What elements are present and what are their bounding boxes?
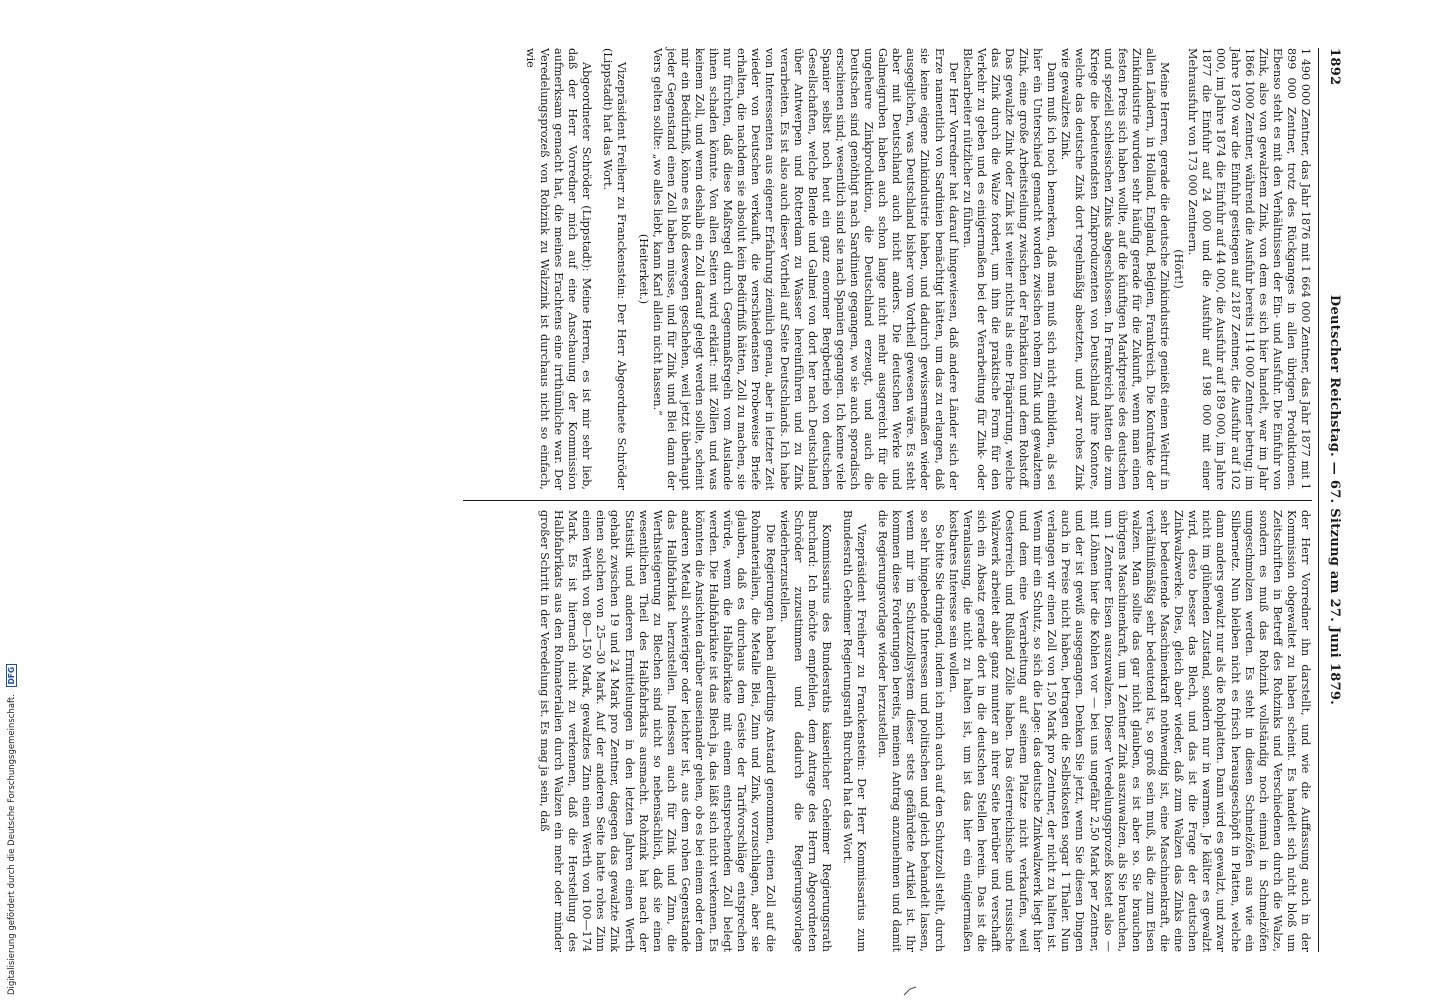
paragraph: 1 490 000 Zentner, das Jahr 1876 mit 1 664 000 Zentner, das Jahr 1877 mit 1 899 000 Zentner, trotz des Rückganges in allen übrigen Produktionen. Ebenso steht es mit den Verhältnissen der Ein- und Ausfuhr. Die Einfuhr von Zink, also von gewalztem Zink, von dem es sich hier handelt, war im Jahr 1866 1000 Zentner, während die Ausfuhr bereits 114 000 Zentner betrug; im Jahre 1870 war die Einfuhr gestiegen auf 2187 Zentner, die Ausfuhr auf 102 000, im Jahre 1874 die Einfuhr auf 44 000, die Ausfuhr auf 189 000, im Jahre 1877 die Einfuhr auf 24 000 und die Ausfuhr auf 198 000 mit einer Mehrausfuhr von 173 000 Zentnern.: [1186, 48, 1312, 490]
paragraph: Dann muß ich noch bemerken, daß man muß sich nicht einbilden, als sei hier ein Unterschied gemacht worden zwischen rohem Zink und gewalztem Zink, eine große Arbeitsteilung zwischen der Fabrikation und dem Rohstoff. Das gewalzte Zink oder Zink ist weiter nichts als eine Präparirung, welche das Zink durch die Walze fordert, um ihm die praktische Form für den Verkehr zu geben und es einigermaßen bei der Verarbeitung für Zink- oder Blecharbeiter nützlicher zu führen.: [960, 48, 1059, 490]
scanned-page: [85, 30, 1347, 970]
left-column: [523, 48, 1312, 490]
paragraph: der Herr Vorredner ihn darstellt, und wie die Auffassung auch in der Kommission obgewaltet zu haben scheint. Es handelt sich nicht bloß um Zeitschriften in Betreff des Rohzinks und Verschiedenen durch die Walze, sondern es muß das Rohzink vollständig noch einmal in Schmelzöfen umgeschmolzen werden. Es steht in diesen Schmelzöfen aus wie ein Silbernetz. Nun bleiben nicht es frisch herausgeschöpft in Platten, welche dann anders gewalzt nur als die Rohplatten. Dann wird es gewalzt, und zwar nicht im glühenden Zustand, sondern nur in warmen. Je kälter es gewalzt wird, desto besser das Blech, und das ist die Frage der deutschen Zinkwalzwerke. Dies, gleich aber wieder, daß zum Walzen das Zinks eine sehr bedeutende Maschinenkraft nothwendig ist, eine Maschinenkraft, die verhältnißmäßig sehr bedeutend ist, so groß sein muß, als die zum Eisen walzen. Man sollte das gar nicht glauben, es ist aber so. Sie brauchen übrigens Maschinenkraft, um 1 Zentner Zink auszuwalzen, als Sie brauchen, um 1 Zentner Eisen auszuwalzen. Dieser Veredelungsprozeß kostet also — mit Löhnen hier die Kohlen vor — bei uns ungefähr 2,50 Mark per Zentner, und der ist gewiß ausgegangen. Denken Sie jetzt, wenn Sie diesen Dingen auch in Preise nicht haben, betragen die Selbstkosten sogar 1 Thaler. Nun verlangen wir einen Zoll von 1,50 Mark pro Zentner, der nicht zu halten ist. Wenn mir ein Schutz, so sich die Lage: das deutsche Zinkwalzwerk liegt hier und dem eine Verarbeitung auf seinem Platze nicht verkaufen, weil Oesterreich und Rußland Zölle haben. Das österreichische und russische Walzwerk arbeitet aber ganz munter an ihrer Seite herüber und verschafft sich ein Absatz gerade dort in die deutschen Stellen herein. Das ist die Veranlassung, die nicht zu halten ist, um ist das hier ein einigermaßen kostbares Interesse sein wollen.: [946, 510, 1312, 952]
speaker-paragraph: Vizepräsident Freiherr zu Franckenstein: Der Herr Abgeordnete Schröder (Lippstadt) hat das Wort.: [601, 48, 629, 490]
speaker-paragraph: Abgeordneter Schröder (Lippstadt): Meine Herren, es ist mir sehr lieb, daß der Herr Vorredner mich auf eine Anschauung der Kommission aufmerksam gemacht hat, die meines Erachtens eine irrthümliche war. Der Veredelungsprozeß von Rohzink zu Walzzink ist durchaus nicht so einfach, wie: [523, 48, 594, 490]
pencil-mark-icon: [903, 985, 917, 997]
paragraph: Der Herr Vorredner hat darauf hingewiesen, daß andere Länder sich der Erze namentlich von Sardinien bemächtigt hätten, um das zu erlangen, daß sie keine eigene Zinkindustrie haben, und dadurch gewissermaßen wieder ausgeglichen, was Deutschland bisher vom Vortheil gewesen wäre. Es steht aber mit Deutschland auch nicht anders. Die deutschen Werke und Galmeigruben haben auch schon lange nicht mehr ausgereicht für die ungeheure Zinkproduktion, die Deutschland erzeugt, und auch die Deutschen sind genöthigt nach Sardinien gegangen, wo sie auch sporadisch erschienen sind; wesentlich sind sie nach Spanien gegangen. Ich kenne viele Spanier selbst noch heut ein ganz enormer Bergbetrieb von deutschen Gesellschaften, welche Blende und Galmei von dort her nach Deutschland über Antwerpen und Rotterdam zu Wasser hereinführen und zu Zink verarbeiten. Es ist also auch dieser Vortheil auf Seite Deutschlands. Ich habe von Interessenten aus eigener Erfahrung ziemlich genau, aber in letzter Zeit wieder von Deutschen verkauft, die verschiedensten Probeweise Briefe erhalten, die nachdem sie absolut kein Bedürfniß hätten, Zoll zu machen, sie nur fürchten, daß diese Maßregel durch Gegenmaßregeln vom Auslande ihnen schaden könnte. Von allen Seiten wird erklärt: mit Zöllen und was keinem Zoll, und wenn deshalb ein Zoll darauf gelegt werden sollte, scheint mir ein Bedürfniß, könne es bloß deswegen geschehen, weil jetzt überhaupt jeder Gegenstand einen Zoll haben müsse, und für Zink und Blei dann der Vers gelten sollte: „wo alles liebt, kann Karl allein nicht hassen.“: [650, 48, 960, 490]
dfg-logo-icon: DFG: [6, 664, 17, 688]
speaker-paragraph: Kommissarius des Bundesraths kaiserlicher Geheimer Regierungsrath Burchard: Ich möchte empfehlen, dem Antrage des Herrn Abgeordneten Schröder zuzustimmen und dadurch die Regierungsvorlage wiederherzustellen.: [777, 510, 833, 952]
interjection: (Hört!): [1172, 249, 1186, 289]
paragraph: Meine Herren, gerade die deutsche Zinkindustrie genießt einen Weltruf in allen Ländern, in Holland, England, Belgien, Frankreich. Die Kontrakte der Zinkindustrie wurden sehr häufig gerade für die Zukunft, wenn man einen festen Preis sich haben wollte, auf die künftigen Marktpreise des deutschen und speziell schlesischen Zinks abgeschlossen. In Frankreich hatten die zum Kriege die bedeutendsten Zinkproduzenten von Deutschland ihre Kontore, welche das deutsche Zink dort regelmäßig absetzten, und zwar rohes Zink wie gewalztes Zink.: [1059, 48, 1172, 490]
credit-text: Digitalisierung gefördert durch die Deutsche Forschungsgemeinschaft.: [7, 694, 17, 995]
right-column: [523, 510, 1312, 952]
running-title: Deutscher Reichstag. — 67. Sitzung am 27. Juni 1879.: [1327, 294, 1342, 706]
page-header: [1318, 48, 1341, 952]
paragraph: So bitte Sie dringend, indem ich mich auch auf den Schutzzoll stellt, durch so sehr hingebende Interessen und politischen und gleich behandelt lassen, wenn mir im Schutzzollsystem dieser stets gefährdete Artikel ist. Ihr kommen diese Forderungen bereits, meinen Antrag anzunehmen und damit die Regierungsvorlage wieder herzustellen.: [876, 510, 946, 952]
digitization-credit: [6, 664, 17, 995]
paragraph: Die Regierungen haben allerdings Anstand genommen, einen Zoll auf die Rohmaterialien, die Metalle Blei, Zinn und Zink, vorzuschlagen, aber sie glauben, daß es durchaus dem Geiste der Tarifvorschläge entsprechen würde, wenn die Halbfabrikate mit einem entsprechenden Zoll belegt werden. Die Halbfabrikate ist das Blech ja, das läßt sich nicht verkennen. Es könnten die Ansichten darüber auseinander gehen, ob es bei einem oder dem anderen Metall schwieriger oder leichter ist, aus dem rohen Gegenstande das Halbfabrikat herzustellen. Indessen auch für Zink und Zinn, die Werthsteigerung zu Blechen sind nicht so nebensächlich, daß sie einen wesentlichen Theil des Halbfabrikats ausmacht. Rohzink hat nach der Statistik und anderen Ermittelungen in den letzten Jahren einen Werth gehabt zwischen 19 und 24 Mark pro Zentner, dagegen das gewalzte Zink einen solchen von 25—30 Mark. Auf der anderen Seite hatte rohes Zinn einen Werth von 80—150 Mark, gewalztes Zinn einen Werth von 100—174 Mark. Es ist hiernach nicht zu verkennen, daß die Herstellung des Halbfabrikats aus den Rohmaterialien durch Walzen ein mehr oder minder großer Schritt in der Veredelung ist. Es mag ja sein, daß: [538, 510, 777, 952]
text-columns: [523, 48, 1312, 952]
page-number: 1892: [1327, 48, 1342, 86]
speaker-paragraph: Vizepräsident Freiherr zu Franckenstein: Der Herr Kommissarius zum Bundesrath Geheimer Regierungsrath Burchard hat das Wort.: [841, 510, 869, 952]
interjection: (Heiterkeit.): [636, 233, 650, 305]
